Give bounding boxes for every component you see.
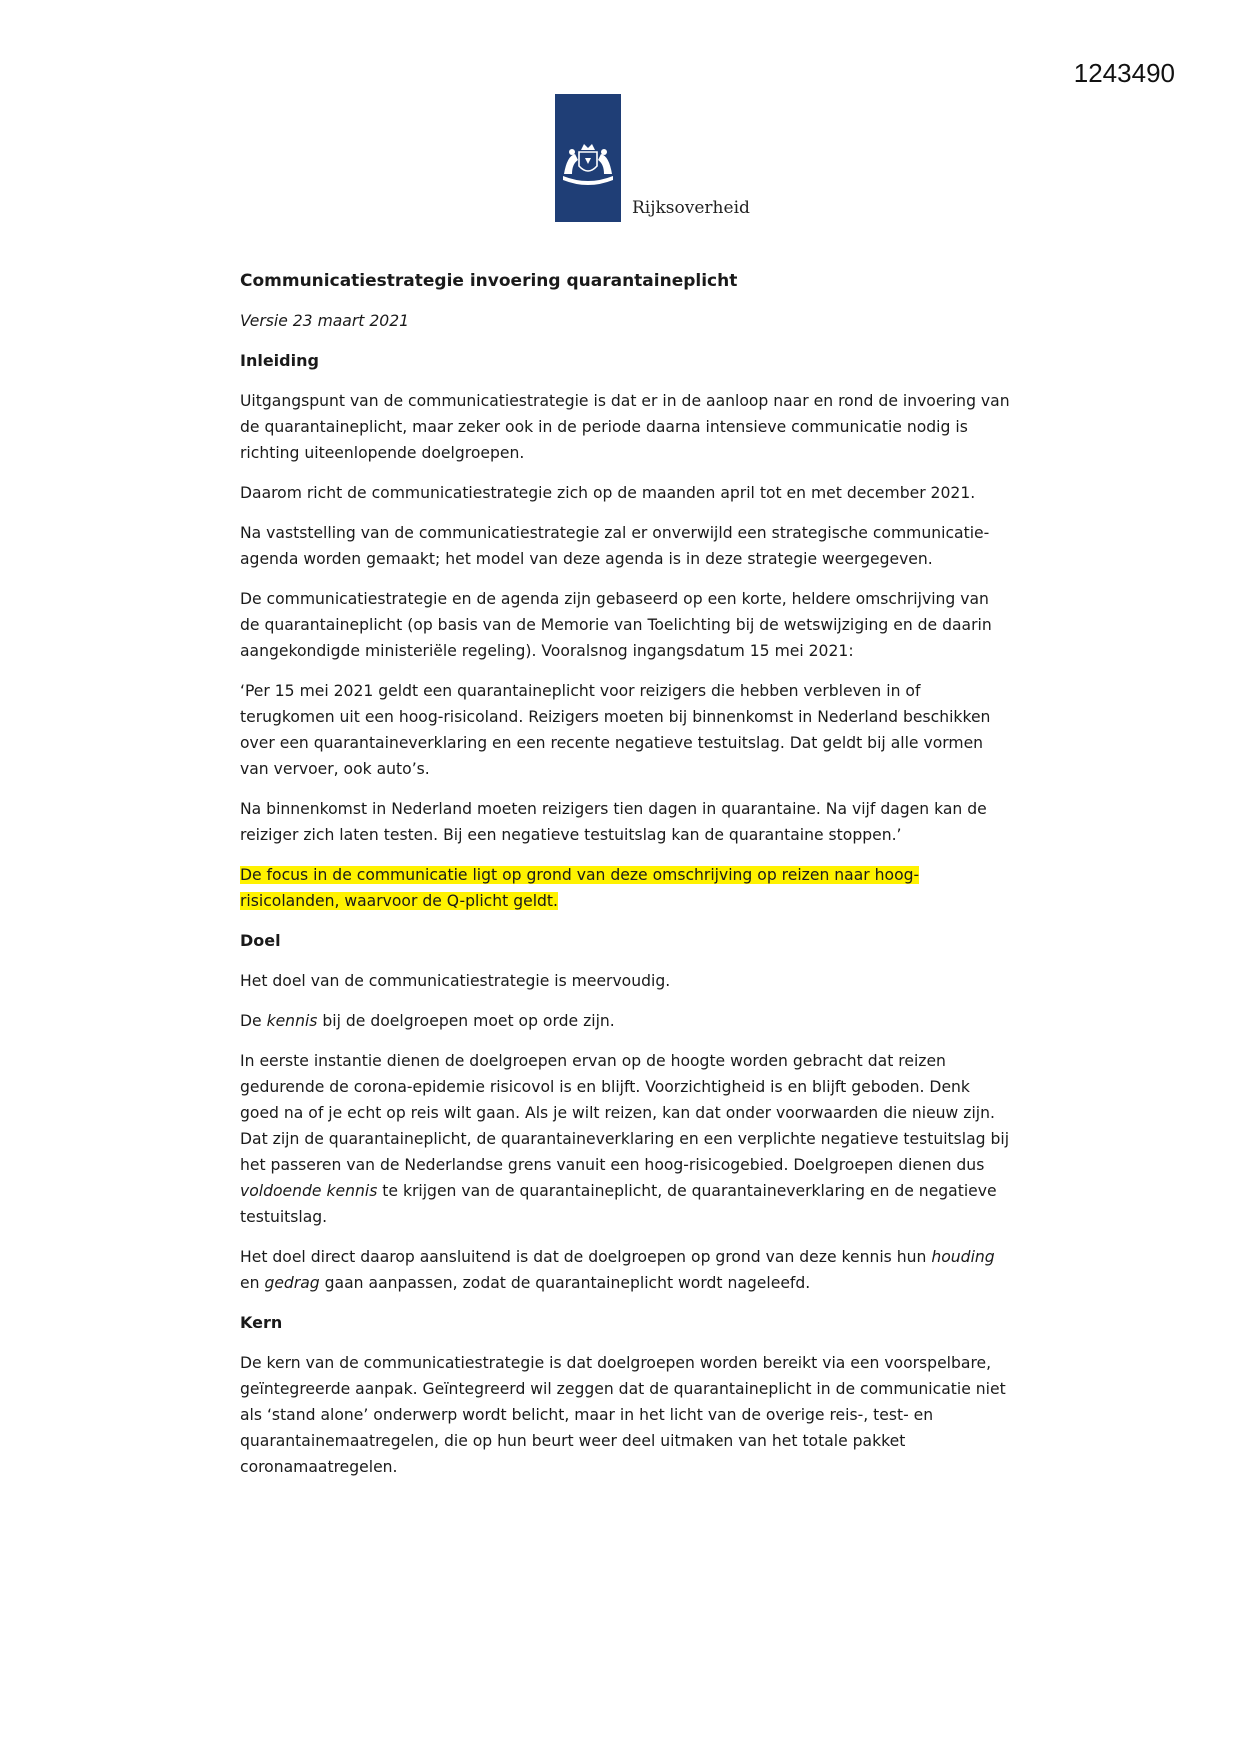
emphasis-text: voldoende kennis <box>240 1182 378 1200</box>
text-run: De <box>240 1012 267 1030</box>
version-line: Versie 23 maart 2021 <box>240 312 410 330</box>
highlighted-paragraph <box>240 862 1010 914</box>
emphasis-text: gedrag <box>264 1274 320 1292</box>
document-body <box>240 268 1010 1494</box>
section-heading-doel: Doel <box>240 931 281 950</box>
coat-of-arms-icon <box>555 94 621 222</box>
text-run: bij de doelgroepen moet op orde zijn. <box>317 1012 615 1030</box>
paragraph: Na binnenkomst in Nederland moeten reizigers tien dagen in quarantaine. Na vijf dagen kan de reiziger zich laten testen. Bij een negatieve testuitslag kan de quarantaine stoppen.’ <box>240 800 987 844</box>
rijksoverheid-logo <box>555 94 755 224</box>
paragraph <box>240 1244 1010 1296</box>
emphasis-text: houding <box>931 1248 995 1266</box>
paragraph: ‘Per 15 mei 2021 geldt een quarantaineplicht voor reizigers die hebben verbleven in of terugkomen uit een hoog-risicoland. Reizigers moeten bij binnenkomst in Nederland beschikken over een quarantaineverklaring en een recente negatieve testuitslag. Dat geldt bij alle vormen van vervoer, ook auto’s. <box>240 682 991 778</box>
paragraph: Uitgangspunt van de communicatiestrategie is dat er in de aanloop naar en rond de invoering van de quarantaineplicht, maar zeker ook in de periode daarna intensieve communicatie nodig is richting uiteenlopende doelgroepen. <box>240 392 1010 462</box>
paragraph <box>240 1008 1010 1034</box>
paragraph: Na vaststelling van de communicatiestrategie zal er onverwijld een strategische communicatie-agenda worden gemaakt; het model van deze agenda is in deze strategie weergegeven. <box>240 524 990 568</box>
paragraph: De kern van de communicatiestrategie is dat doelgroepen worden bereikt via een voorspelbare, geïntegreerde aanpak. Geïntegreerd wil zeggen dat de quarantaineplicht in de communicatie niet als ‘stand alone’ onderwerp wordt belicht, maar in het licht van de overige reis-, test- en quarantainemaatregelen, die op hun beurt weer deel uitmaken van het totale pakket coronamaatregelen. <box>240 1354 1006 1476</box>
text-run: gaan aanpassen, zodat de quarantaineplicht wordt nageleefd. <box>319 1274 811 1292</box>
paragraph <box>240 1048 1010 1230</box>
section-heading-kern: Kern <box>240 1313 283 1332</box>
document-title: Communicatiestrategie invoering quarantaineplicht <box>240 271 738 291</box>
paragraph: Het doel van de communicatiestrategie is meervoudig. <box>240 972 671 990</box>
logo-emblem-block <box>555 94 621 222</box>
text-run: en <box>240 1274 265 1292</box>
logo-wordmark: Rijksoverheid <box>632 198 750 218</box>
document-number: 1243490 <box>1073 58 1175 88</box>
text-run: In eerste instantie dienen de doelgroepen ervan op de hoogte worden gebracht dat reizen gedurende de corona-epidemie risicovol is en blijft. Voorzichtigheid is en blijft geboden. Denk goed na of je echt op reis wilt gaan. Als je wilt reizen, kan dat onder voorwaarden die nieuw zijn. Dat zijn de quarantaineplicht, de quarantaineverklaring en een verplichte negatieve testuitslag bij het passeren van de Nederlandse grens vanuit een hoog-risicogebied. Doelgroepen dienen dus <box>240 1052 1010 1174</box>
text-run: Het doel direct daarop aansluitend is dat de doelgroepen op grond van deze kennis hun <box>240 1248 932 1266</box>
paragraph: De communicatiestrategie en de agenda zijn gebaseerd op een korte, heldere omschrijving van de quarantaineplicht (op basis van de Memorie van Toelichting bij de wetswijziging en de daarin aangekondigde ministeriële regeling). Vooralsnog ingangsdatum 15 mei 2021: <box>240 590 992 660</box>
paragraph: Daarom richt de communicatiestrategie zich op de maanden april tot en met december 2021. <box>240 484 976 502</box>
highlighted-text: De focus in de communicatie ligt op grond van deze omschrijving op reizen naar hoog-risicolanden, waarvoor de Q-plicht geldt. <box>240 866 920 910</box>
section-heading-inleiding: Inleiding <box>240 351 319 370</box>
emphasis-text: kennis <box>266 1012 318 1030</box>
text-run: te krijgen van de quarantaineplicht, de quarantaineverklaring en de negatieve testuitslag. <box>240 1182 997 1226</box>
